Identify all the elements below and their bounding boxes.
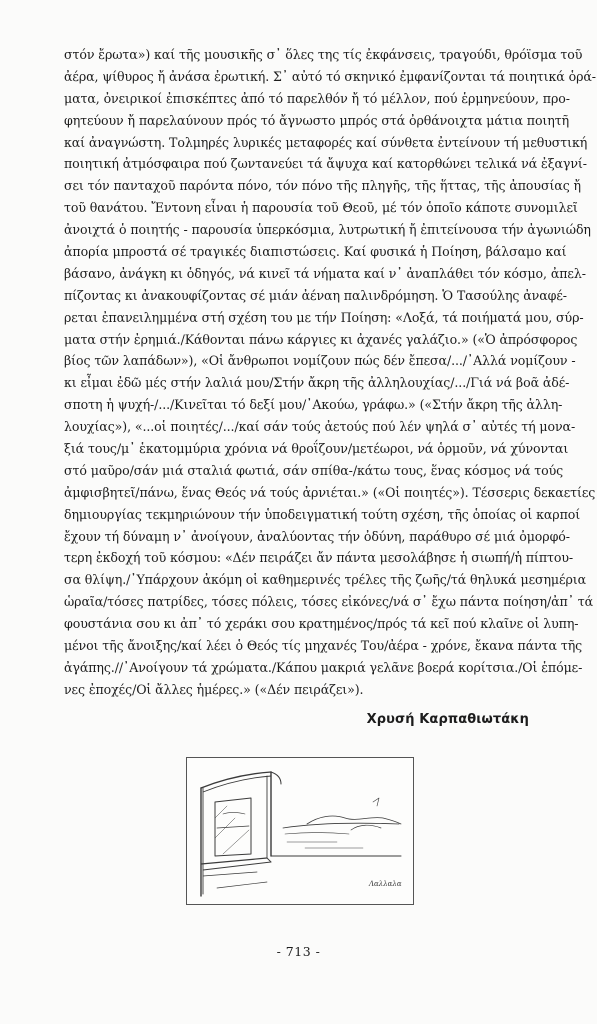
body-line: ἀπορία μπροστά σέ τραγικές διαπιστώσεις. Καί φυσικά ἡ Ποίηση, βάλσαμο καί	[64, 244, 567, 260]
body-line: βάσανο, ἀνάγκη κι ὁδηγός, νά κινεῖ τά νήματα καί ν᾿ ἀναπλάθει τόν κόσμο, ἀπελ-	[64, 265, 586, 281]
body-line: ποιητική ἀτμόσφαιρα πού ζωντανεύει τά ἄψυχα καί κατορθώνει τελικά νά ἐξαγνί-	[64, 156, 587, 172]
page-number: - 713 -	[276, 944, 321, 959]
body-line: ματα στήν ἐρημιά./Κάθονται πάνω κάργιες κι ἀχανές γαλάζιο.» («Ὁ ἀπρόσφορος	[64, 331, 578, 347]
body-line: τερη ἐκδοχή τοῦ κόσμου: «Δέν πειράζει ἄν πάντα μεσολάβησε ἡ σιωπή/ἡ πίπτου-	[64, 550, 574, 566]
body-line: πίζοντας κι ἀνακουφίζοντας σέ μιάν ἀέναη παλινδρόμηση. Ὁ Τασούλης ἀναφέ-	[64, 287, 567, 303]
body-line: φουστάνια σου κι ἀπ᾿ τό χεράκι σου κρατημένος/πρός τά κεῖ πού κλαῖνε οἱ λυπη-	[64, 616, 579, 632]
body-line: στό μαῦρο/σάν μιά σταλιά φωτιά, σάν σπίθα-/κάτω τους, ἕνας κόσμος νά τούς	[64, 462, 564, 478]
author-signature: Χρυσή Καρπαθιωτάκη	[366, 712, 529, 727]
body-line: ἀνοιχτά ὁ ποιητής - παρουσία ὑπερκόσμια, λυτρωτική ἤ ἐπιτείνουσα τήν ἀγωνιώδη	[64, 222, 591, 238]
sketch-illustration	[186, 757, 414, 905]
body-line: λουχίας»), «...οἱ ποιητές/.../καί σάν τούς ἀετούς πού λέν ψηλά σ᾿ αὐτές τή μονα-	[64, 419, 576, 435]
body-line: σα θλίψη./᾿Υπάρχουν ἀκόμη οἱ καθημερινές τρέλες τῆς ζωῆς/τά θηλυκά μεσημέρια	[64, 572, 586, 588]
body-line: δημιουργίας τεκμηριώνουν τήν ὑποδειγματική τούτη σχέση, τῆς ὁποίας οἱ καρποί	[64, 506, 581, 522]
body-line: τοῦ θανάτου. Ἔντονη εἶναι ἡ παρουσία τοῦ Θεοῦ, μέ τόν ὁποῖο κάποτε συνομιλεῖ	[64, 200, 578, 216]
sketch-drawing	[187, 758, 413, 904]
body-line: ἀγάπης.//᾿Ανοίγουν τά χρώματα./Κάπου μακριά γελᾶνε βοερά κορίτσια./Οἱ ἑπόμε-	[64, 659, 583, 675]
body-line: μένοι τῆς ἄνοιξης/καί λέει ὁ Θεός τίς μηχανές Του/ἀέρα - χρόνε, ἔκανα πάντα τῆς	[64, 638, 583, 654]
body-line: βίος τῶν λαπάδων»), «Οἱ ἄνθρωποι νομίζουν πώς δέν ἔπεσα/.../᾿Αλλά νομίζουν -	[64, 353, 576, 369]
body-line: στόν ἔρωτα») καί τῆς μουσικῆς σ᾿ ὅλες της τίς ἐκφάνσεις, τραγούδι, θρόϊσμα τοῦ	[64, 47, 583, 62]
body-line: ρεται ἐπανειλημμένα στή σχέση του με τήν Ποίηση: «Λοξά, τά ποιήματά μου, σύρ-	[64, 309, 584, 325]
body-line: καί ἀναγνώστη. Τολμηρές λυρικές μεταφορές καί σύνθετα ἐντείνουν τή μεθυστική	[64, 134, 588, 150]
body-line: σει τόν πανταχοῦ παρόντα πόνο, τόν πόνο τῆς πληγῆς, τῆς ἥττας, τῆς ἀπουσίας ἤ	[64, 178, 582, 194]
body-line: φητεύουν ἤ παρελαύνουν πρός τό ἄγνωστο μπρός στά ὀρθάνοιχτα μάτια ποιητῆ	[64, 112, 570, 128]
body-line: ἀμφισβητεῖ/πάνω, ἕνας Θεός νά τούς ἀρνιέται.» («Οἱ ποιητές»). Τέσσερις δεκαετίες	[64, 484, 596, 500]
body-line: ὡραῖα/τόσες πατρίδες, τόσες πόλεις, τόσες εἰκόνες/νά σ᾿ ἔχω πάντα ποίηση/ἀπ᾿ τά	[64, 594, 594, 610]
body-line: ματα, ὀνειρικοί ἐπισκέπτες ἀπό τό παρελθόν ἤ τό μέλλον, πού ἑρμηνεύουν, προ-	[64, 90, 570, 106]
body-line: κι εἶμαι ἐδῶ μές στήν λαλιά μου/Στήν ἄκρη τῆς ἀλληλουχίας/.../Γιά νά βοᾶ ἀδέ-	[64, 375, 570, 391]
body-line: ἔχουν τή δύναμη ν᾿ ἀνοίγουν, ἀναλύοντας τήν ὀδύνη, παράθυρο σέ μιά ὀμορφό-	[64, 528, 570, 544]
body-line: νες ἐποχές/Οἱ ἄλλες ἡμέρες.» («Δέν πειράζει»).	[64, 681, 364, 697]
body-text	[64, 44, 596, 701]
sketch-artist-signature: Λαλλαλα	[369, 880, 402, 888]
body-line: ξιά τους/μ᾿ ἑκατομμύρια χρόνια νά θροΐζουν/μετέωροι, νά ὁρμοῦν, νά χύνονται	[64, 441, 569, 457]
body-line: ἀέρα, ψίθυρος ἤ ἀνάσα ἐρωτική. Σ᾿ αὐτό τό σκηνικό ἐμφανίζονται τά ποιητικά ὁρά-	[64, 68, 596, 84]
body-line: σποτη ἡ ψυχή-/.../Κινεῖται τό δεξί μου/᾿Ακούω, γράφω.» («Στήν ἄκρη τῆς ἀλλη-	[64, 397, 563, 413]
